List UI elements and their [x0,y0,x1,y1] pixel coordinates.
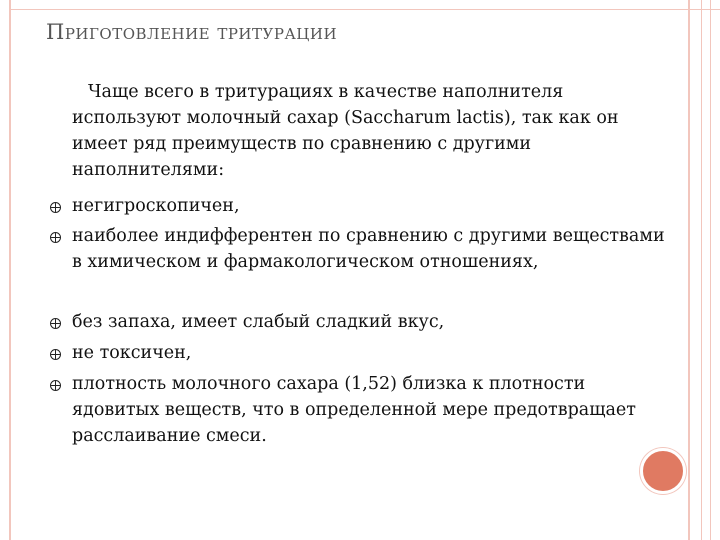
decorative-circle [640,448,686,494]
bullet-text: плотность молочного сахара (1,52) близка к плотности ядовитых веществ, что в определенной мере предотвращает расслаивание смеси. [72,374,636,446]
circle-cross-icon [50,318,61,329]
bullet-text: без запаха, имеет слабый сладкий вкус, [72,312,445,332]
circle-cross-icon [50,232,61,243]
circle-cross-icon [50,202,61,213]
bullet-text: не токсичен, [72,343,192,363]
title-first-letter: П [46,20,65,44]
bullet-item [72,193,672,219]
bullet-item [72,371,672,449]
title-word-1: РИГОТОВЛЕНИЕ [64,25,211,43]
bullet-item [72,223,672,275]
intro-paragraph: Чаще всего в тритурациях в качестве наполнителя используют молочный сахар (Saccharum lactis), так как он имеет ряд преимуществ по сравнению с другими наполнителями: [72,82,619,180]
circle-cross-icon [50,349,61,360]
bullet-text: негигроскопичен, [72,196,240,216]
bullet-item [72,340,672,366]
title-word-2: ТРИТУРАЦИИ [217,25,338,43]
circle-cross-icon [50,380,61,391]
bullet-text: наиболее индифферентен по сравнению с другими веществами в химическом и фармакологическом отношениях, [72,226,665,272]
bullet-item [72,309,672,335]
